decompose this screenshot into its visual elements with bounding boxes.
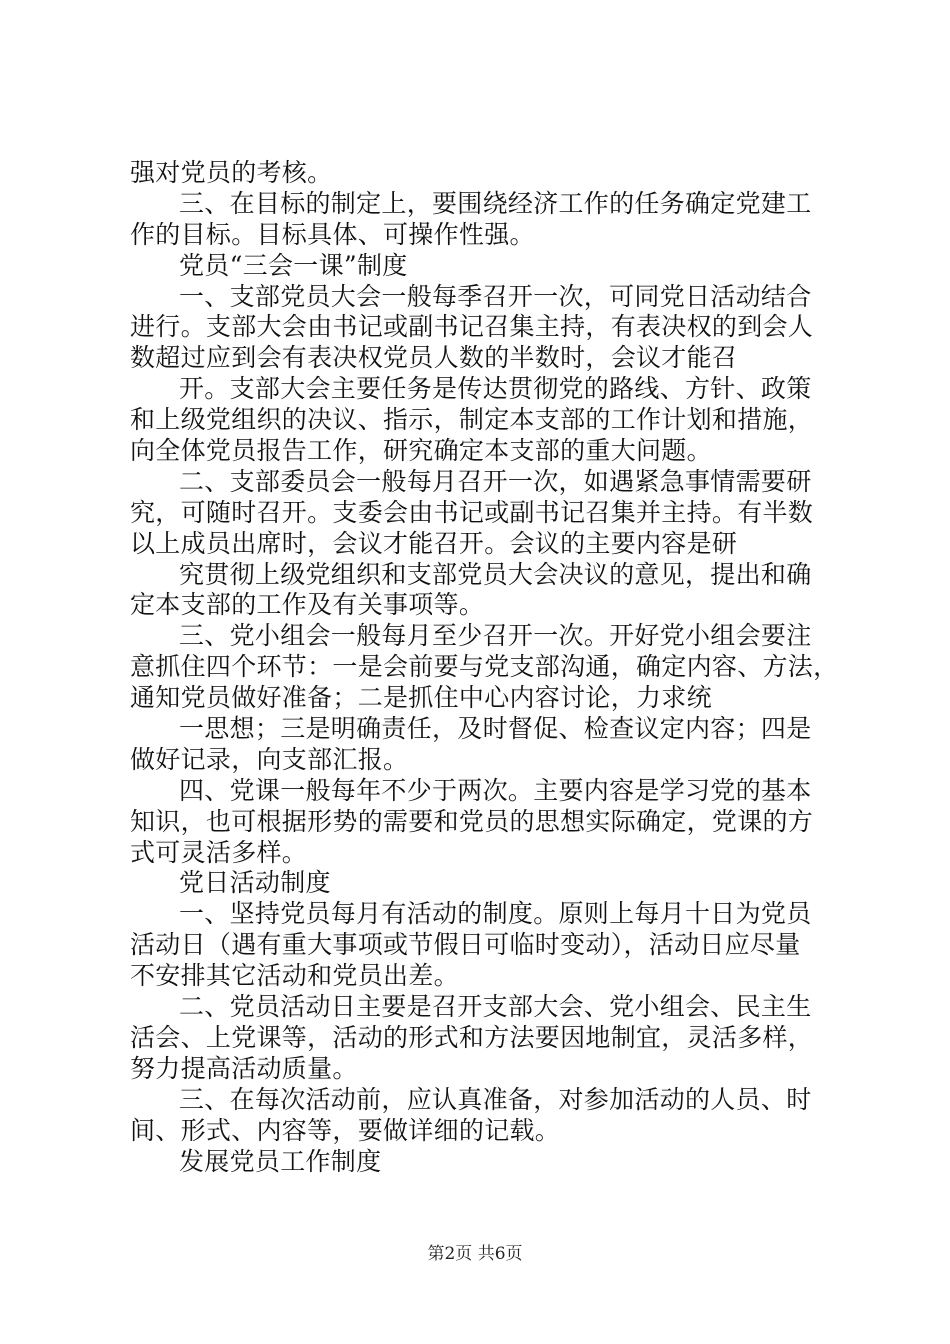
text-line: 四、党课一般每年不少于两次。主要内容是学习党的基本 <box>179 775 812 805</box>
page-footer: 第2页 共6页 <box>427 1244 523 1264</box>
text-line: 和上级党组织的决议、指示，制定本支部的工作计划和措施， <box>130 405 814 435</box>
text-line: 三、党小组会一般每月至少召开一次。开好党小组会要注 <box>179 621 812 651</box>
text-line: 活会、上党课等，活动的形式和方法要因地制宜，灵活多样， <box>130 1022 814 1052</box>
text-line: 作的目标。目标具体、可操作性强。 <box>130 219 535 249</box>
text-line: 开。支部大会主要任务是传达贯彻党的路线、方针、政策 <box>179 374 812 404</box>
text-line: 发展党员工作制度 <box>179 1146 382 1176</box>
text-line: 通知党员做好准备；二是抓住中心内容讨论，力求统 <box>130 683 712 713</box>
text-line: 定本支部的工作及有关事项等。 <box>130 590 485 620</box>
text-line: 式可灵活多样。 <box>130 837 308 867</box>
text-line: 一、支部党员大会一般每季召开一次，可同党日活动结合 <box>179 281 812 311</box>
text-line: 向全体党员报告工作，研究确定本支部的重大问题。 <box>130 436 712 466</box>
text-line: 一思想；三是明确责任，及时督促、检查议定内容；四是 <box>179 714 812 744</box>
text-line: 究，可随时召开。支委会由书记或副书记召集并主持。有半数 <box>130 497 814 527</box>
text-line: 知识，也可根据形势的需要和党员的思想实际确定，党课的方 <box>130 806 814 836</box>
text-line: 意抓住四个环节：一是会前要与党支部沟通，确定内容、方法， <box>130 652 839 682</box>
text-line: 二、支部委员会一般每月召开一次，如遇紧急事情需要研 <box>179 466 812 496</box>
text-line: 党日活动制度 <box>179 868 331 898</box>
text-line: 究贯彻上级党组织和支部党员大会决议的意见，提出和确 <box>179 559 812 589</box>
text-line: 做好记录，向支部汇报。 <box>130 744 409 774</box>
text-line: 数超过应到会有表决权党员人数的半数时，会议才能召 <box>130 343 738 373</box>
text-line: 强对党员的考核。 <box>130 158 333 187</box>
text-line: 三、在每次活动前，应认真准备，对参加活动的人员、时 <box>179 1084 812 1114</box>
text-line: 活动日（遇有重大事项或节假日可临时变动），活动日应尽量 <box>130 930 801 960</box>
text-line: 二、党员活动日主要是召开支部大会、党小组会、民主生 <box>179 992 812 1022</box>
text-line: 党员“三会一课”制度 <box>179 250 408 280</box>
text-line: 努力提高活动质量。 <box>130 1053 358 1083</box>
text-line: 不安排其它活动和党员出差。 <box>130 961 459 991</box>
text-line: 一、坚持党员每月有活动的制度。原则上每月十日为党员 <box>179 899 812 929</box>
text-line: 间、形式、内容等，要做详细的记载。 <box>130 1115 561 1145</box>
text-line: 三、在目标的制定上，要围绕经济工作的任务确定党建工 <box>179 188 812 218</box>
body-text <box>130 158 840 1177</box>
text-line: 以上成员出席时，会议才能召开。会议的主要内容是研 <box>130 528 738 558</box>
text-line: 进行。支部大会由书记或副书记召集主持，有表决权的到会人 <box>130 312 814 342</box>
